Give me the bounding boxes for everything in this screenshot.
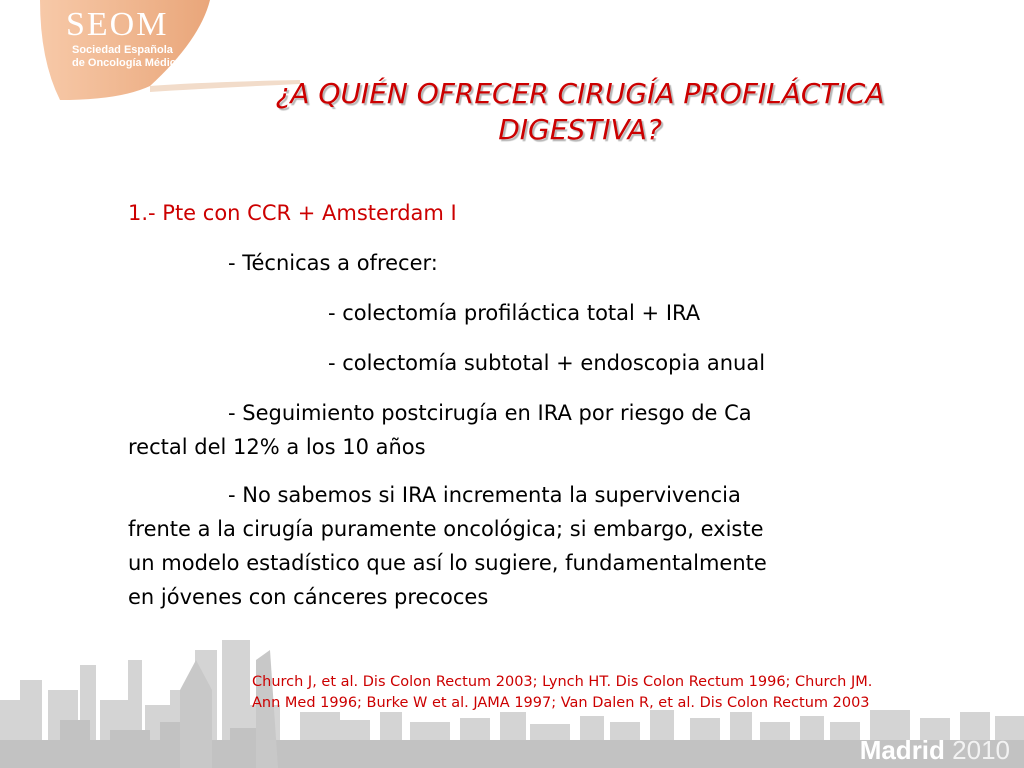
slide-body (128, 196, 848, 614)
references (252, 672, 1012, 714)
followup-paragraph (128, 396, 848, 464)
slide-title (150, 76, 1010, 148)
title-line1: ¿A QUIÉN OFRECER CIRUGÍA PROFILÁCTICA (275, 77, 885, 110)
logo-subtitle-line1: Sociedad Española (72, 44, 173, 56)
footer-event-label (860, 735, 1010, 766)
technique-item-1: - colectomía profiláctica total + IRA (328, 301, 701, 325)
logo-subtitle-line2: de Oncología Médica (72, 57, 183, 69)
footer-year: 2010 (952, 735, 1010, 765)
title-line2: DIGESTIVA? (498, 113, 662, 146)
survival-paragraph (128, 478, 848, 614)
followup-line2: rectal del 12% a los 10 años (128, 435, 426, 459)
technique-item-2: - colectomía subtotal + endoscopia anual (328, 351, 766, 375)
references-line2: Ann Med 1996; Burke W et al. JAMA 1997; Van Dalen R, et al. Dis Colon Rectum 2003 (252, 695, 870, 711)
references-line1: Church J, et al. Dis Colon Rectum 2003; Lynch HT. Dis Colon Rectum 1996; Church JM. (252, 674, 873, 690)
followup-line1: - Seguimiento postcirugía en IRA por riesgo de Ca (228, 401, 752, 425)
survival-line1: - No sabemos si IRA incrementa la supervivencia (228, 483, 741, 507)
survival-line3: un modelo estadístico que así lo sugiere, fundamentalmente (128, 551, 767, 575)
survival-line2: frente a la cirugía puramente oncológica; si embargo, existe (128, 517, 764, 541)
footer-city: Madrid (859, 735, 945, 765)
section-heading: 1.- Pte con CCR + Amsterdam I (128, 201, 457, 225)
survival-line4: en jóvenes con cánceres precoces (128, 585, 489, 609)
techniques-label: - Técnicas a ofrecer: (228, 251, 438, 275)
logo-wordmark: SEOM (66, 6, 169, 43)
